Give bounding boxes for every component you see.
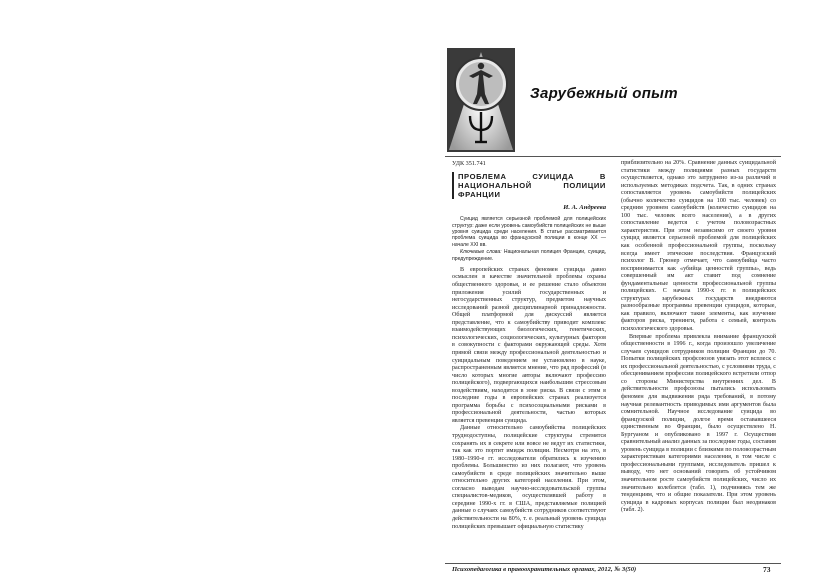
left-column <box>452 160 606 531</box>
footer-divider <box>445 563 781 564</box>
body-paragraph: приблизительно на 20%. Сравнение данных суицидальной статистики между полициями разных государств осуществляется, однако это затруднено из-за различий в используемых методиках подсчета. Так, в одних странах сопоставляется уровень самоубийств полицейских (обычно количество суицидов на 100 тыс. человек) со средним уровнем самоубийств (количество суицидов на 100 тыс. человек всего населения), а в других сопоставление ведется с учетом половозрастных характеристик. При этом независимо от своего уровня суицид является серьезной проблемой для полицейских как особенной профессиональной группы, поскольку всегда имеет этические последствия. Французский психолог В. Грюнер отмечает, что самоубийца часто воспринимается как «убийца ценностей группы», ведь совершенный им акт ставит под сомнение фундаментальные ценности профессиональной группы полицейских. С начала 1990-х гг. в полицейских структурах зарубежных государств внедряются разнообразные программы превенции суицидов, которые, как правило, включают такие элементы, как изучение факторов риска, тренинги, работа с семьей, контроль психологического здоровья. <box>621 160 776 333</box>
right-column <box>621 160 776 515</box>
article-keywords <box>452 249 606 262</box>
header-divider <box>445 156 781 157</box>
journal-footer: Психопедагогика в правоохранительных органах, 2012, № 3(50) <box>452 566 637 573</box>
body-paragraph: В европейских странах феномен суицида давно осмыслен в качестве значительной проблемы охраны общественного здоровья, и ее решение стало объектом приложения усилий государственных и негосударственных структур, предметом научных исследований разной дисциплинарной принадлежности. Общей платформой для дискуссий является представление, что к самоубийству приводит комплекс взаимодействующих биологических, генетических, психологических, социологических, культурных факторов в совокупности с факторами окружающей среды. Хотя прямой связи между профессиональной деятельностью и суицидальным поведением не установлено в науке, распространенным является мнение, что ряд профессий (в число которых многие авторы включают профессию полицейского), подвергающихся наибольшим стрессовым воздействиям, находится в зоне риска. В связи с этим в последние годы в европейских странах реализуется программа борьбы с психосоциальными рисками в профессиональной деятельности, частью которых является превенция суицида. <box>452 266 606 424</box>
section-title: Зарубежный опыт <box>530 85 678 102</box>
udc-code: УДК 351.741 <box>452 160 486 167</box>
keywords-label: Ключевые слова: <box>460 249 502 256</box>
article-author: И. А. Андреева <box>563 203 606 211</box>
article-abstract: Суицид является серьезной проблемой для полицейских структур: даже если уровень самоубийств полицейских не выше уровня суицида среди населения. В статье рассматривается проблема суицида во французской полиции в конце XX — начале XXI вв. <box>452 216 606 248</box>
psi-emblem-icon <box>445 46 517 154</box>
keywords-text: Национальная полиция Франции, суицид, предупреждение. <box>452 249 606 262</box>
article-title: ПРОБЛЕМА СУИЦИДА В НАЦИОНАЛЬНОЙ ПОЛИЦИИ ФРАНЦИИ <box>452 172 606 199</box>
body-paragraph: Впервые проблема привлекла внимание французской общественности в 1996 г., когда произошло увеличение случаев суицидов сотрудников полиции Франции до 70. Попытки полицейских профсоюзов увязать этот всплеск с их профессиональной деятельностью, с условиями труда, с обесцениванием профессии полицейского встретили отпор со стороны Министерства внутренних дел. В действительности профсоюзы пытались использовать феномен для выдвижения ряда требований, в потому научная релевантность приводимых ими аргументов была сомнительной. Научное исследование суицида во французской полиции, долгое время остававшееся единственным во Франции, было осуществлено Н. Бургуаном и опубликовано в 1997 г. Осуществив сравнительный анализ данных за последние годы, составив уровень суицида в полиции с близкими по половозрастным характеристикам категориями населения, в том числе с профессиональными группами, исследователь пришел к выводу, что нет оснований говорить об устойчивом значительном росте самоубийств полицейских, число их значительно колеблется (табл. 1), подчиняясь тем же тенденциям, что и общие показатели. При этом уровень суицида в кадровых корпусах полиции был неодинаков (табл. 2). <box>621 333 776 514</box>
page-number: 73 <box>763 565 771 574</box>
body-paragraph: Данные относительно самоубийства полицейских труднодоступны, полицейские структуры стремятся сохранять их в секрете или вовсе не ведут их статистики, так как это портит имидж полиции. Несмотря на это, в 1980–1990-е гг. исследователи обратились к изучению проблемы. Большинство из них полагают, что уровень самоубийств в среде полицейских значительно выше относительно других категорий населения. При этом, согласно выводам научно-исследовательской группы специалистов-медиков, осуществлявшей работу в середине 1990-х гг. в США, представляемые полицией данные о случаях самоубийств сотрудников соответствуют действительности на 80%, т. е. реальный уровень суицида полицейских превышает официальную статистику <box>452 425 606 530</box>
